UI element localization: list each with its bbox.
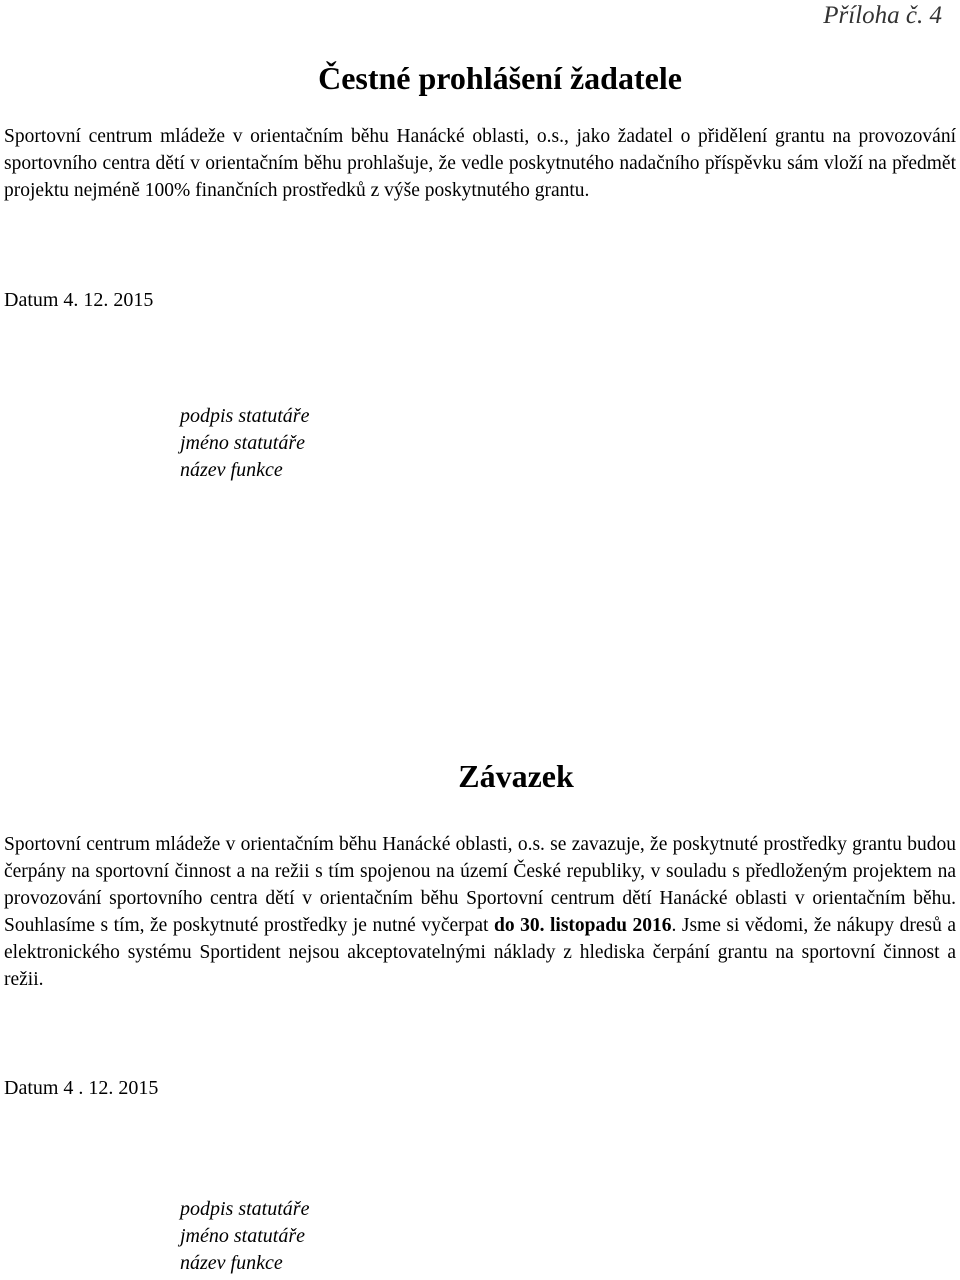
declaration-text: Sportovní centrum mládeže v orientačním běhu Hanácké oblasti, o.s., jako žadatel o přidělení grantu na provozování sportovního centra dětí v orientačním běhu prohlašuje, že vedle poskytnutého nadačního příspěvku sám vloží na předmět projektu nejméně 100% finančních prostředků z výše poskytnutého grantu. xyxy=(4,126,956,201)
commitment-text-part1: Sportovní centrum mládeže v orientačním běhu Hanácké oblasti, o.s. se zavazuje, že poskytnuté prostředky grantu budou čerpány na sportovní činnost a na režii s tím spojenou na území České republiky, v souladu s předloženým projektem na provozování sportovního centra dětí v orientačním běhu Sportovní centrum dětí Hanácké oblasti v orientačním běhu. Souhlasíme s tím, že poskytnuté prostředky je nutné vyčerpat xyxy=(4,834,956,936)
signer-name-line: jméno statutáře xyxy=(180,1225,305,1247)
commitment-date: Datum 4 . 12. 2015 xyxy=(4,1077,159,1099)
declaration-signature-block xyxy=(180,403,309,484)
commitment-text xyxy=(4,831,956,993)
signature-line: podpis statutáře xyxy=(180,405,310,427)
signer-function-line: název funkce xyxy=(180,459,283,481)
declaration-title: Čestné prohlášení žadatele xyxy=(318,60,682,96)
commitment-title: Závazek xyxy=(458,758,574,794)
commitment-text-part2: . Jsme si vědomi, že nákupy dresů a elektronického systému Sportident nejsou akceptovatelnými náklady z hlediska čerpání grantu na sportovní činnost a režii. xyxy=(4,915,956,990)
signer-function-line: název funkce xyxy=(180,1252,283,1274)
commitment-signature-block xyxy=(180,1196,309,1277)
commitment-deadline: do 30. listopadu 2016 xyxy=(493,915,672,936)
signature-line: podpis statutáře xyxy=(180,1198,310,1220)
annex-label: Příloha č. 4 xyxy=(823,2,942,29)
declaration-date: Datum 4. 12. 2015 xyxy=(4,289,154,311)
signer-name-line: jméno statutáře xyxy=(180,432,305,454)
